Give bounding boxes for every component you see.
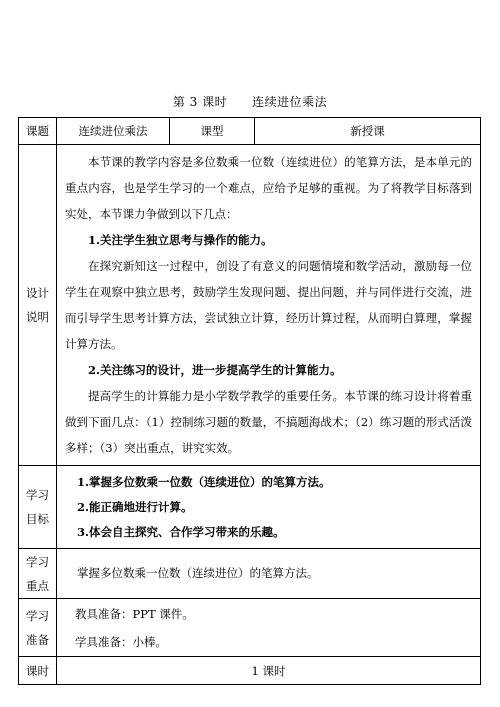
- time-row: [19, 657, 481, 685]
- key-point-row: [19, 549, 481, 599]
- topic-value: 连续进位乘法: [57, 118, 170, 145]
- goal-item: 1.掌握多位数乘一位数（连续进位）的笔算方法。: [77, 474, 331, 489]
- design-content: [57, 145, 481, 466]
- type-label: 课型: [170, 118, 255, 145]
- design-row: [19, 145, 481, 466]
- teacher-prep: 教具准备：PPT 课件。: [75, 606, 194, 621]
- lesson-plan-table: [18, 117, 481, 685]
- time-value: 1 课时: [57, 657, 481, 685]
- key-point-label: 学习 重点: [19, 549, 57, 599]
- key-point-text: 掌握多位数乘一位数（连续进位）的笔算方法。: [77, 566, 319, 580]
- goals-content: [57, 466, 481, 549]
- design-point-heading: 2.关注练习的设计，进一步提高学生的计算能力。: [88, 363, 342, 377]
- design-paragraph: 提高学生的计算能力是小学数学教学的重要任务。本节课的练习设计将着重做到下面几点：（1）控制练习题的数量，不搞题海战术；（2）练习题的形式活泼多样；（3）突出重点，讲究实效。: [65, 389, 472, 455]
- key-point-content: [57, 549, 481, 599]
- goals-row: [19, 466, 481, 549]
- topic-row: [19, 118, 481, 145]
- design-paragraph: 本节课的教学内容是多位数乘一位数（连续进位）的笔算方法，是本单元的重点内容，也是学生学习的一个难点，应给予足够的重视。为了将教学目标落到实处，本节课力争做到以下几点：: [65, 155, 472, 221]
- time-label: 课时: [19, 657, 57, 685]
- design-paragraph: 在探究新知这一过程中，创设了有意义的问题情境和数学活动，激励每一位学生在观察中独立思考，鼓励学生发现问题、提出问题，并与同伴进行交流，进而引导学生思考计算方法，尝试独立计算，经历计算过程，从而明白算理，掌握计算方法。: [65, 259, 472, 351]
- goals-label: 学习 目标: [19, 466, 57, 549]
- lesson-title: 第 3 课时 连续进位乘法: [172, 95, 328, 109]
- type-value: 新授课: [255, 118, 481, 145]
- design-point-heading: 1.关注学生独立思考与操作的能力。: [88, 233, 273, 247]
- prep-content: [57, 599, 481, 657]
- student-prep: 学具准备：小棒。: [75, 634, 167, 649]
- goal-item: 3.体会自主探究、合作学习带来的乐趣。: [77, 524, 285, 539]
- goal-item: 2.能正确地进行计算。: [77, 499, 193, 514]
- prep-label: 学习 准备: [19, 599, 57, 657]
- topic-label: 课题: [19, 118, 57, 145]
- design-label: 设计 说明: [19, 145, 57, 466]
- prep-row: [19, 599, 481, 657]
